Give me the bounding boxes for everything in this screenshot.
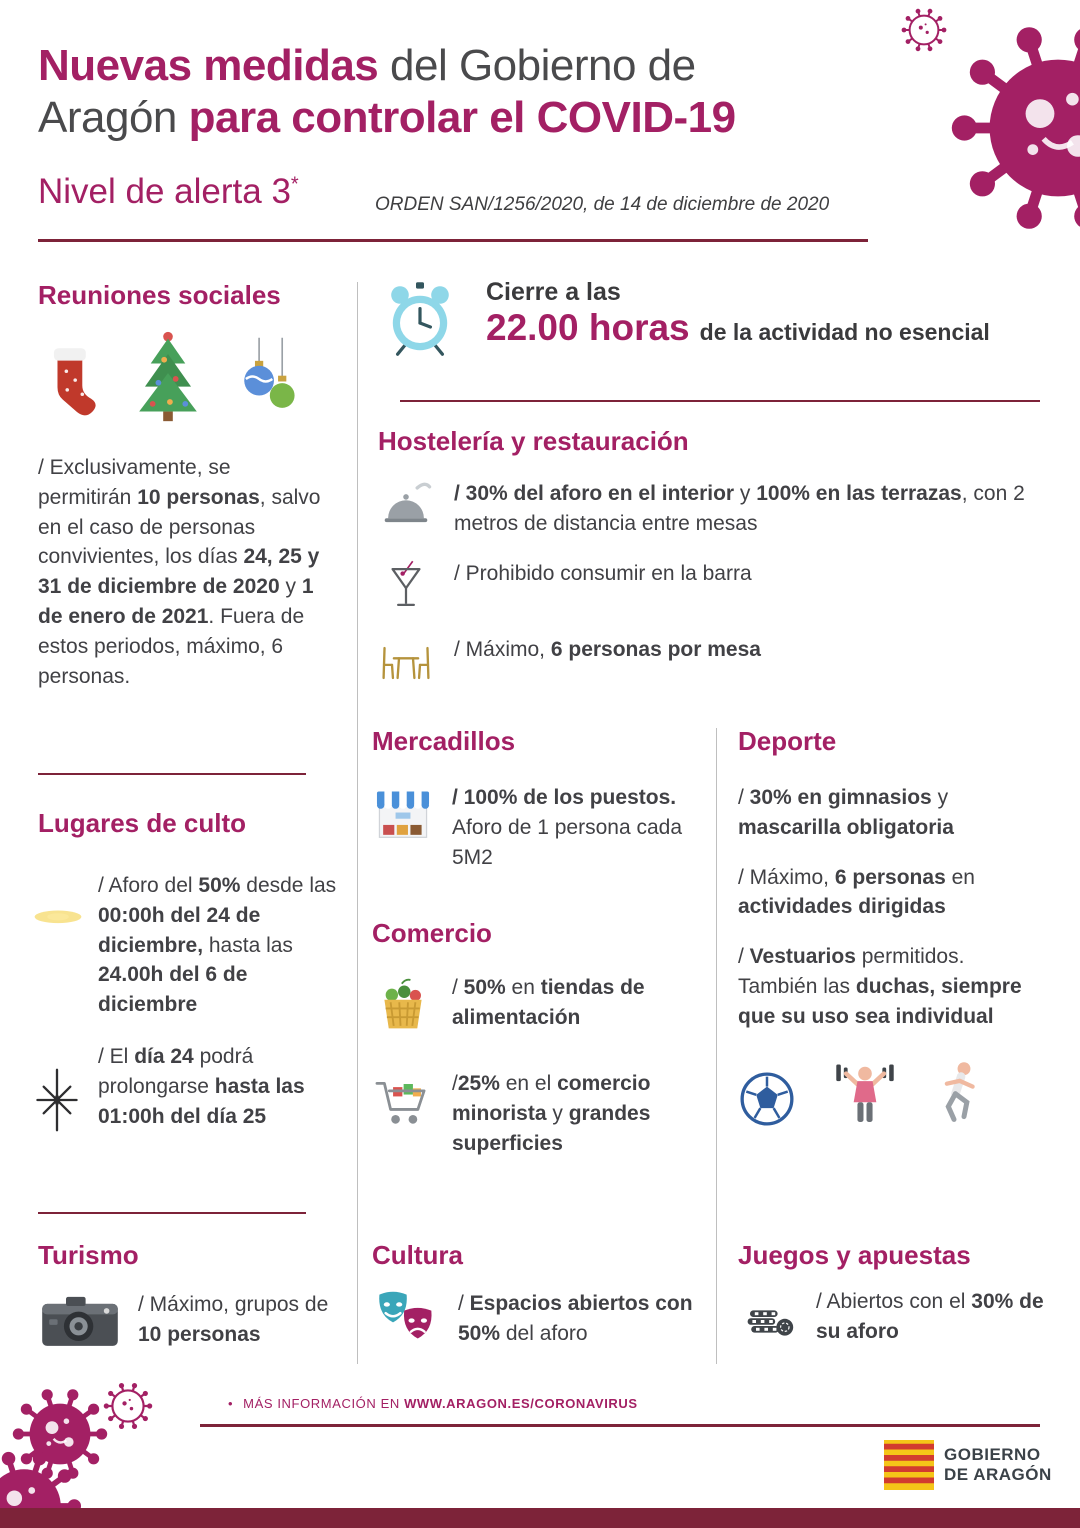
virus-icon: [900, 6, 948, 54]
section-heading: Deporte: [738, 726, 837, 756]
gobierno-aragon-logo: [884, 1440, 1052, 1490]
christmas-tree-icon: [126, 329, 210, 425]
christmas-icons: [38, 329, 328, 425]
page-title: [38, 40, 736, 144]
section-deporte: [738, 726, 1046, 1128]
cocktail-icon: [378, 559, 434, 615]
more-info-text: MÁS INFORMACIÓN EN WWW.ARAGON.ES/CORONAVIRUS: [243, 1396, 638, 1411]
section-heading: Turismo: [38, 1240, 139, 1270]
alert-level: Nivel de alerta 3*: [38, 172, 299, 211]
deporte-item-text: / Vestuarios permitidos. También las duchas, siempre que su uso sea individual: [738, 945, 1022, 1028]
virus-icon: [102, 1380, 154, 1432]
ornaments-icon: [236, 333, 302, 425]
comercio-item: [372, 973, 708, 1039]
alert-note-mark: *: [290, 173, 299, 196]
lugares-item-text: / Aforo del 50% desde las 00:00h del 24 de diciembre, hasta las 24.00h del 6 de diciembre: [98, 874, 337, 1017]
market-stall-icon: [372, 783, 434, 847]
section-juegos: [738, 1240, 1048, 1347]
hosteleria-item-text: / 30% del aforo en el interior y 100% en las terrazas, con 2 metros de distancia entre mesas: [454, 482, 1025, 535]
deporte-item-text: / 30% en gimnasios y mascarilla obligatoria: [738, 786, 954, 839]
camera-icon: [38, 1287, 122, 1353]
section-heading: Comercio: [372, 918, 492, 948]
divider: [357, 282, 358, 1364]
page-title-line2: Aragón para controlar el COVID-19: [38, 92, 736, 142]
comercio-item-text: /25% en el comercio minorista y grandes superficies: [452, 1072, 651, 1155]
comercio-item-text: / 50% en tiendas de alimentación: [452, 976, 645, 1029]
deporte-item-text: / Máximo, 6 personas en actividades dirigidas: [738, 865, 975, 919]
footer-divider: [200, 1424, 1040, 1427]
header-divider: [38, 239, 868, 242]
juegos-text: / Abiertos con el 30% de su aforo: [816, 1290, 1044, 1343]
weightlifting-icon: [834, 1060, 896, 1128]
divider: [400, 400, 1040, 402]
section-heading: Reuniones sociales: [38, 280, 281, 310]
sport-icons: [738, 1058, 1046, 1128]
lugares-item-text: / El día 24 podrá prolongarse hasta las 01:00h del día 25: [98, 1045, 305, 1128]
lugares-item: [30, 871, 338, 1020]
section-reuniones-sociales: [38, 280, 328, 692]
comercio-item: [372, 1069, 708, 1158]
section-hosteleria: [378, 426, 1042, 711]
hosteleria-item-text: / Prohibido consumir en la barra: [454, 561, 752, 585]
section-heading: Juegos y apuestas: [738, 1240, 971, 1270]
hosteleria-item: [378, 635, 1042, 691]
divider: [38, 773, 306, 775]
closure-intro: Cierre a las: [486, 278, 621, 306]
section-heading: Mercadillos: [372, 726, 516, 756]
logo-line1: GOBIERNO: [944, 1444, 1041, 1464]
hosteleria-item: [378, 479, 1042, 539]
christmas-stocking-icon: [38, 337, 100, 425]
section-heading: Cultura: [372, 1240, 463, 1270]
reuniones-text: / Exclusivamente, se permitirán 10 personas, salvo en el caso de personas convivientes, los días 24, 25 y 31 de diciembre de 2020 y 1 de enero de 2021. Fuera de estos periodos, máximo, 6 personas.: [38, 456, 321, 688]
soccer-ball-icon: [738, 1070, 796, 1128]
theater-masks-icon: [372, 1287, 440, 1351]
section-cultura: [372, 1240, 708, 1351]
closure-time: 22.00 horas: [486, 307, 690, 348]
section-heading: Lugares de culto: [38, 808, 247, 838]
mercadillos-text: / 100% de los puestos. Aforo de 1 persona cada 5M2: [452, 786, 682, 869]
section-turismo: [38, 1240, 338, 1353]
divider: [716, 728, 717, 1364]
page-title-line1: Nuevas medidas del Gobierno de: [38, 41, 696, 90]
virus-icon: [950, 20, 1080, 236]
poker-chips-icon: [738, 1287, 798, 1347]
bottom-bar: [0, 1508, 1080, 1528]
closure-scope: de la actividad no esencial: [699, 319, 990, 345]
grocery-basket-icon: [372, 973, 434, 1039]
candle-glow-icon: [30, 871, 90, 1020]
divider: [38, 1212, 306, 1214]
lugares-item: [30, 1042, 338, 1137]
running-icon: [934, 1058, 984, 1128]
cultura-text: / Espacios abiertos con 50% del aforo: [458, 1292, 693, 1345]
order-reference: ORDEN SAN/1256/2020, de 14 de diciembre de 2020: [375, 194, 830, 215]
section-mercadillos: [372, 726, 702, 872]
closure-banner: [380, 276, 1042, 362]
aragon-flag-icon: [884, 1440, 934, 1490]
bullet: •: [228, 1396, 234, 1411]
hosteleria-item: [378, 559, 1042, 615]
section-comercio: [372, 918, 708, 1188]
logo-line2: DE ARAGÓN: [944, 1465, 1052, 1484]
alarm-clock-icon: [380, 276, 460, 362]
hosteleria-item-text: / Máximo, 6 personas por mesa: [454, 637, 761, 661]
serving-dish-icon: [378, 479, 434, 535]
shopping-cart-icon: [372, 1069, 434, 1135]
section-lugares-de-culto: [30, 808, 338, 1159]
more-info-link[interactable]: [228, 1396, 638, 1411]
star-icon: [30, 1042, 90, 1137]
section-heading: Hostelería y restauración: [378, 426, 689, 456]
turismo-text: / Máximo, grupos de 10 personas: [138, 1293, 329, 1346]
table-chairs-icon: [378, 635, 434, 691]
